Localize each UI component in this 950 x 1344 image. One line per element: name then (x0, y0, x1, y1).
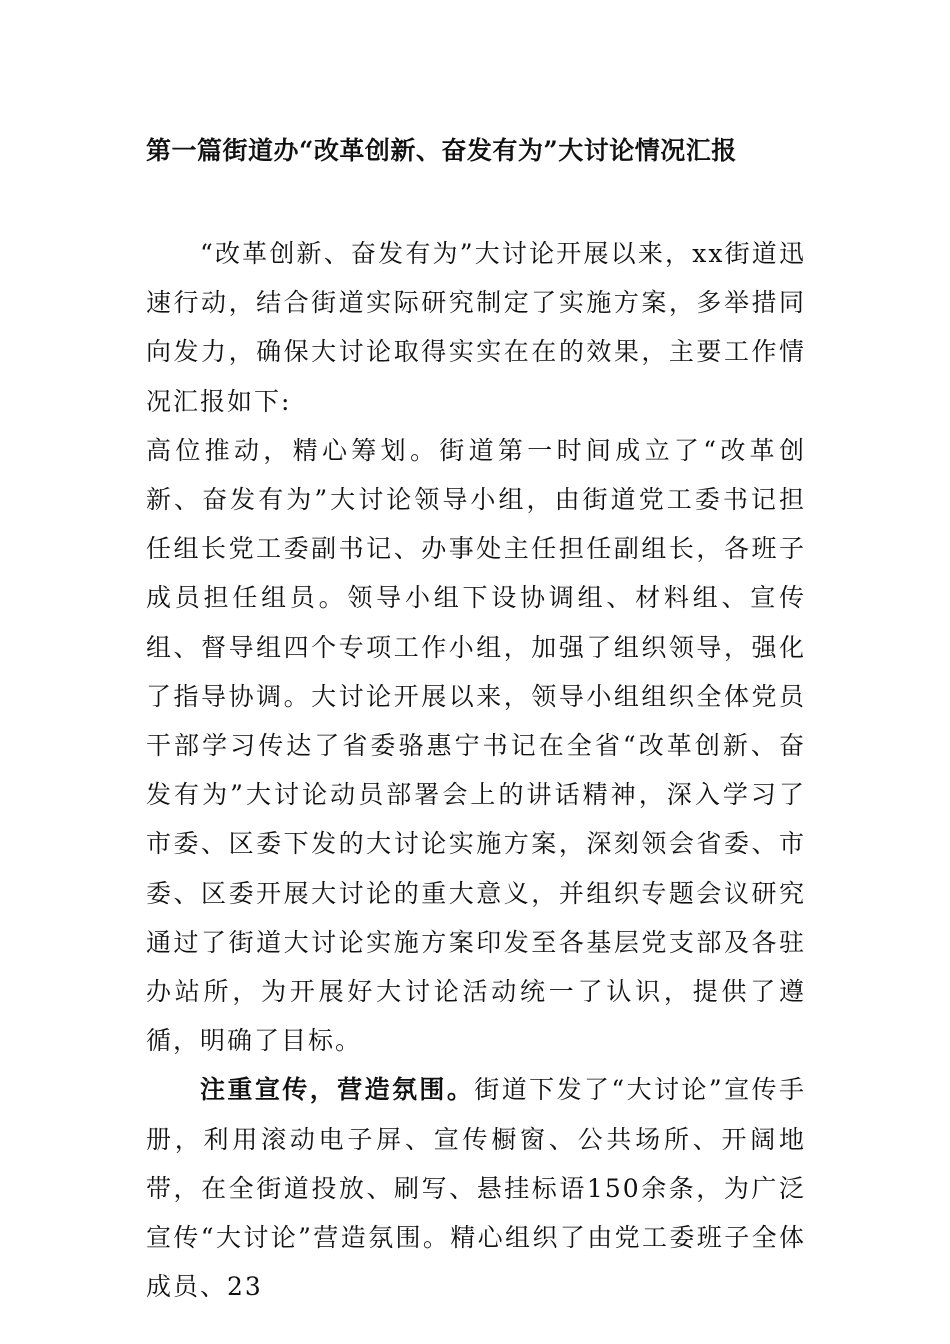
document-title: 第一篇街道办“改革创新、奋发有为”大讨论情况汇报 (146, 136, 737, 165)
section-paragraph-publicity-text: 街道下发了“大讨论”宣传手册，利用滚动电子屏、宣传橱窗、公共场所、开阔地带，在全街道投放、刷写、悬挂标语150余条，为广泛宣传“大讨论”营造氛围。精心组织了由党工委班子全体成员、23 (146, 1075, 806, 1302)
document-body (146, 229, 806, 1311)
section-paragraph-leadership-text: 高位推动，精心筹划。街道第一时间成立了“改革创新、奋发有为”大讨论领导小组，由街道党工委书记担任组长党工委副书记、办事处主任担任副组长，各班子成员担任组员。领导小组下设协调组、材料组、宣传组、督导组四个专项工作小组，加强了组织领导，强化了指导协调。大讨论开展以来，领导小组组织全体党员干部学习传达了省委骆惠宁书记在全省“改革创新、奋发有为”大讨论动员部署会上的讲话精神，深入学习了市委、区委下发的大讨论实施方案，深刻领会省委、市委、区委开展大讨论的重大意义，并组织专题会议研究通过了街道大讨论实施方案印发至各基层党支部及各驻办站所，为开展好大讨论活动统一了认识，提供了遵循，明确了目标。 (146, 435, 806, 1056)
intro-paragraph-text: “改革创新、奋发有为”大讨论开展以来，xx街道迅速行动，结合街道实际研究制定了实施方案，多举措同向发力，确保大讨论取得实实在在的效果，主要工作情况汇报如下: (146, 239, 806, 416)
section-paragraph-publicity (146, 1065, 806, 1311)
section-paragraph-leadership (146, 426, 806, 1066)
intro-paragraph (146, 229, 806, 426)
section-paragraph-publicity-lead: 注重宣传，营造氛围。 (200, 1075, 475, 1105)
